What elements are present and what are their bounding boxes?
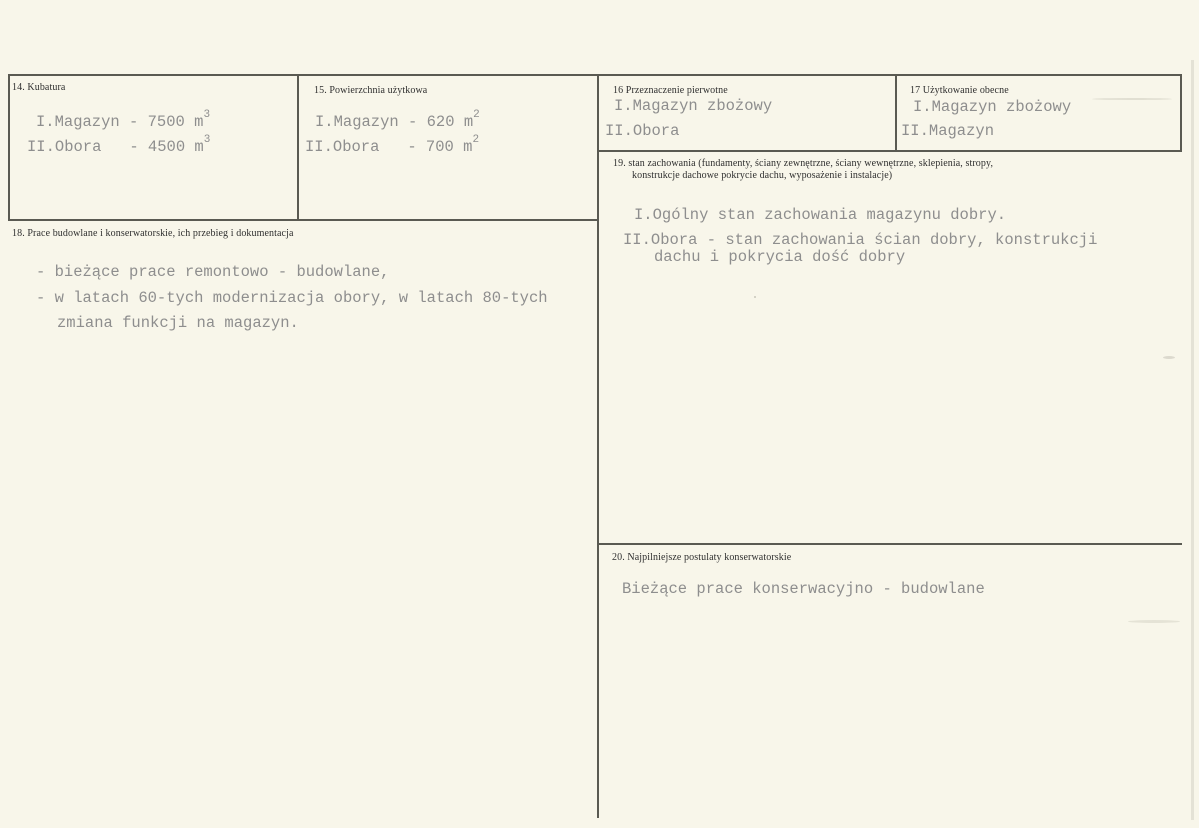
field-15-line-2-text: II.Obora - 700 m <box>305 138 473 156</box>
paper-speck <box>1163 356 1175 359</box>
right-rule <box>1180 74 1182 151</box>
field-15-label: 15. Powierzchnia użytkowa <box>314 85 428 96</box>
field-18-line-1: - bieżące prace remontowo - budowlane, <box>36 263 390 281</box>
field-15-line-1-sup: 2 <box>473 109 480 121</box>
field-19-line-3: dachu i pokrycia dość dobry <box>654 248 906 266</box>
field-17-label: 17 Użytkowanie obecne <box>910 85 1009 96</box>
divider-16-17 <box>895 74 897 151</box>
field-14-line-2-text: II.Obora - 4500 m <box>27 138 204 156</box>
paper-speck <box>1128 620 1180 623</box>
field-16-line-2: II.Obora <box>605 122 680 140</box>
field-20-label: 20. Najpilniejsze postulaty konserwatorskie <box>612 552 792 563</box>
field-19-line-1: I.Ogólny stan zachowania magazynu dobry. <box>634 206 1007 224</box>
field-14-line-2 <box>27 134 211 156</box>
field-19-label-line-2: konstrukcje dachowe pokrycie dachu, wyposażenie i instalacje) <box>632 170 893 181</box>
rule-below-16-17 <box>598 150 1182 152</box>
field-18-line-3: zmiana funkcji na magazyn. <box>57 314 299 332</box>
field-15-line-1-text: I.Magazyn - 620 m <box>315 113 474 131</box>
field-19-label-line-1: 19. stan zachowania (fundamenty, ściany zewnętrzne, ściany wewnętrzne, sklepienia, stropy, <box>613 158 994 169</box>
field-14-label: 14. Kubatura <box>12 82 66 93</box>
paper-speck <box>754 296 756 298</box>
paper-speck <box>1191 60 1194 820</box>
field-15-line-2-sup: 2 <box>472 134 480 146</box>
rule-below-14-15 <box>8 219 598 221</box>
field-14-line-1 <box>36 109 211 131</box>
field-20-line-1: Bieżące prace konserwacyjno - budowlane <box>622 580 985 598</box>
left-rule <box>8 74 10 220</box>
field-16-label: 16 Przeznaczenie pierwotne <box>613 85 728 96</box>
center-divider <box>597 74 599 818</box>
rule-above-20 <box>598 543 1182 545</box>
field-14-line-1-text: I.Magazyn - 7500 m <box>36 113 204 131</box>
paper-speck <box>1092 98 1172 100</box>
field-17-line-2: II.Magazyn <box>901 122 995 140</box>
field-19-line-2: II.Obora - stan zachowania ścian dobry, konstrukcji <box>623 231 1098 249</box>
top-rule <box>8 74 1182 76</box>
field-16-line-1: I.Magazyn zbożowy <box>614 97 773 115</box>
field-14-line-1-sup: 3 <box>203 109 211 121</box>
field-14-line-2-sup: 3 <box>203 134 211 146</box>
field-15-line-1 <box>315 109 480 131</box>
field-17-line-1: I.Magazyn zbożowy <box>913 98 1072 116</box>
field-15-line-2 <box>305 134 480 156</box>
field-18-line-2: - w latach 60-tych modernizacja obory, w latach 80-tych <box>36 289 548 307</box>
field-18-label: 18. Prace budowlane i konserwatorskie, ich przebieg i dokumentacja <box>12 228 294 239</box>
divider-14-15 <box>297 74 299 220</box>
